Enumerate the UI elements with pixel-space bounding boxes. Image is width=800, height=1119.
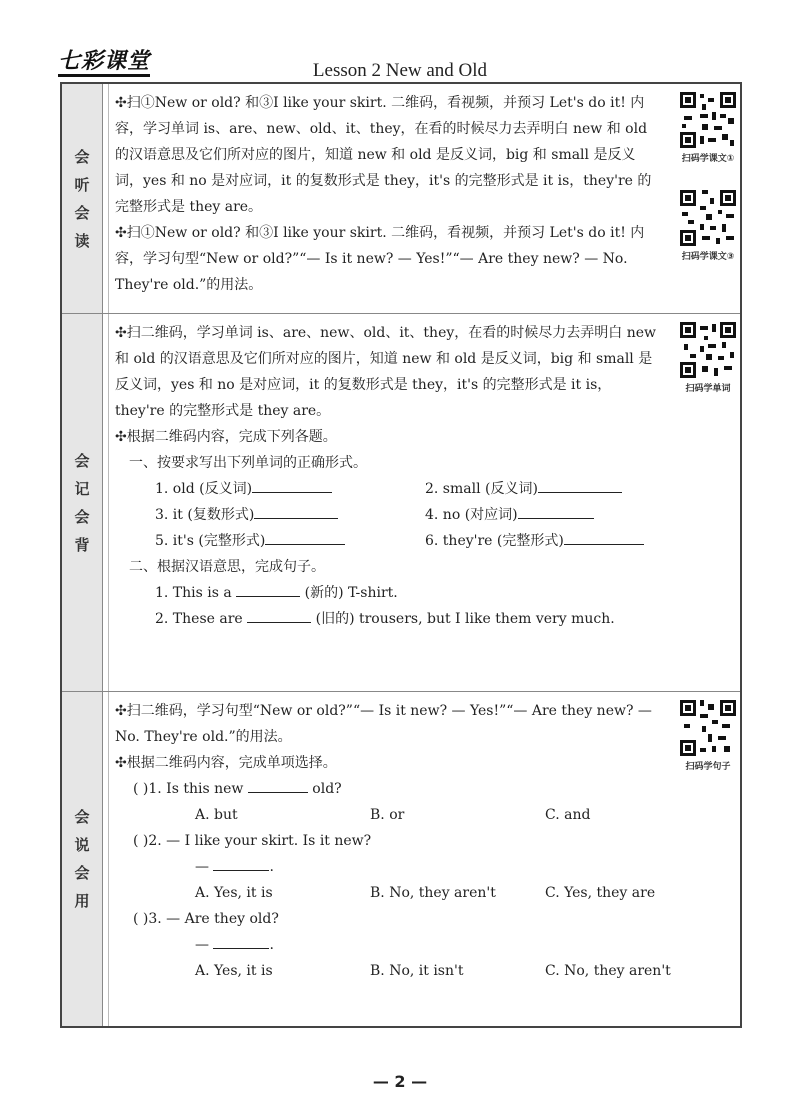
qr-code-icon bbox=[678, 90, 738, 150]
option-b[interactable]: B. or bbox=[370, 807, 405, 823]
question-1: ( )1. Is this new old? bbox=[133, 776, 732, 802]
answer-blank[interactable] bbox=[213, 932, 269, 949]
section-label-remember: 会 记 会 背 bbox=[62, 314, 103, 691]
sentence-2: 2. These are (旧的) trousers, but I like them very much. bbox=[155, 606, 732, 632]
qr-label: 扫码学课文① bbox=[681, 154, 735, 164]
option-c[interactable]: C. and bbox=[545, 807, 591, 823]
listen-paragraph-2: ✣扫①New or old? 和③I like your skirt. 二维码，看视频，并预习 Let's do it! 内容，学习句型“New or old?”“— Is it new? — Yes!”“— Are they new? — No. They're old.”的用法。 bbox=[115, 225, 645, 293]
answer-blank[interactable] bbox=[252, 476, 332, 493]
answer-blank[interactable] bbox=[265, 528, 345, 545]
remember-paragraph-1: ✣扫二维码，学习单词 is、are、new、old、it、they，在看的时候尽力去弄明白 new 和 old 的汉语意思及它们所对应的图片，知道 new 和 old 是反义词，big 和 small 是反义词，yes 和 no 是对应词，it 的复数形式是 they，it's 的完整形式是 it is，they're 的完整形式是 they are。 bbox=[115, 325, 656, 419]
speak-paragraph-2: ✣根据二维码内容，完成单项选择。 bbox=[115, 755, 337, 771]
sentence-1: 1. This is a (新的) T-shirt. bbox=[155, 580, 732, 606]
option-c[interactable]: C. No, they aren't bbox=[545, 963, 671, 979]
qr-code-icon bbox=[678, 320, 738, 380]
qr-code-icon bbox=[678, 698, 738, 758]
qr-code-sentences[interactable] bbox=[671, 698, 745, 772]
part2-title: 二、根据汉语意思，完成句子。 bbox=[129, 559, 325, 575]
section-listen-read bbox=[62, 84, 740, 314]
option-a[interactable]: A. but bbox=[195, 807, 238, 823]
listen-paragraph-1: ✣扫①New or old? 和③I like your skirt. 二维码，看视频，并预习 Let's do it! 内容，学习单词 is、are、new、old、it、they，在看的时候尽力去弄明白 new 和 old 的汉语意思及它们所对应的图片，知道 new 和 old 是反义词，big 和 small 是反义词，yes 和 no 是对应词，it 的复数形式是 they，it's 的完整形式是 it is，they're 的完整形式是 they are。 bbox=[115, 95, 652, 215]
answer-blank[interactable] bbox=[254, 502, 338, 519]
exercise-row: 1. old (反义词) 2. small (反义词) bbox=[155, 476, 732, 502]
section-label-listen: 会 听 会 读 bbox=[62, 84, 103, 313]
question-3-answer-line: — . bbox=[195, 932, 732, 958]
section-speak-use bbox=[62, 692, 740, 1026]
qr-label: 扫码学课文③ bbox=[681, 252, 735, 262]
brand-logo: 七彩课堂 bbox=[58, 49, 151, 74]
section-label-speak: 会 说 会 用 bbox=[62, 692, 103, 1026]
option-b[interactable]: B. No, they aren't bbox=[370, 885, 496, 901]
answer-blank[interactable] bbox=[538, 476, 622, 493]
remember-paragraph-2: ✣根据二维码内容，完成下列各题。 bbox=[115, 429, 337, 445]
page-number: — 2 — bbox=[372, 1072, 428, 1091]
qr-code-lesson-1[interactable] bbox=[671, 90, 745, 164]
section-remember-recite bbox=[62, 314, 740, 692]
lesson-title: Lesson 2 New and Old bbox=[312, 60, 488, 81]
exercise-row: 5. it's (完整形式) 6. they're (完整形式) bbox=[155, 528, 732, 554]
option-a[interactable]: A. Yes, it is bbox=[195, 963, 273, 979]
question-2: ( )2. — I like your skirt. Is it new? bbox=[133, 833, 372, 849]
exercise-row: 3. it (复数形式) 4. no (对应词) bbox=[155, 502, 732, 528]
qr-code-words[interactable] bbox=[671, 320, 745, 394]
answer-blank[interactable] bbox=[564, 528, 644, 545]
answer-blank[interactable] bbox=[518, 502, 594, 519]
answer-blank[interactable] bbox=[236, 580, 300, 597]
qr-code-lesson-3[interactable] bbox=[671, 188, 745, 262]
answer-blank[interactable] bbox=[247, 606, 311, 623]
qr-label: 扫码学单词 bbox=[685, 384, 731, 394]
speak-paragraph-1: ✣扫二维码，学习句型“New or old?”“— Is it new? — Yes!”“— Are they new? — No. They're old.”的用法。 bbox=[115, 703, 652, 745]
worksheet-frame bbox=[60, 82, 742, 1028]
question-3-options bbox=[195, 958, 732, 984]
answer-blank[interactable] bbox=[213, 854, 269, 871]
question-2-answer-line: — . bbox=[195, 854, 732, 880]
question-2-options bbox=[195, 880, 732, 906]
option-a[interactable]: A. Yes, it is bbox=[195, 885, 273, 901]
option-b[interactable]: B. No, it isn't bbox=[370, 963, 464, 979]
answer-blank[interactable] bbox=[248, 776, 308, 793]
part1-title: 一、按要求写出下列单词的正确形式。 bbox=[129, 455, 367, 471]
question-3: ( )3. — Are they old? bbox=[133, 911, 279, 927]
question-1-options bbox=[195, 802, 732, 828]
option-c[interactable]: C. Yes, they are bbox=[545, 885, 656, 901]
qr-code-icon bbox=[678, 188, 738, 248]
qr-label: 扫码学句子 bbox=[685, 762, 731, 772]
